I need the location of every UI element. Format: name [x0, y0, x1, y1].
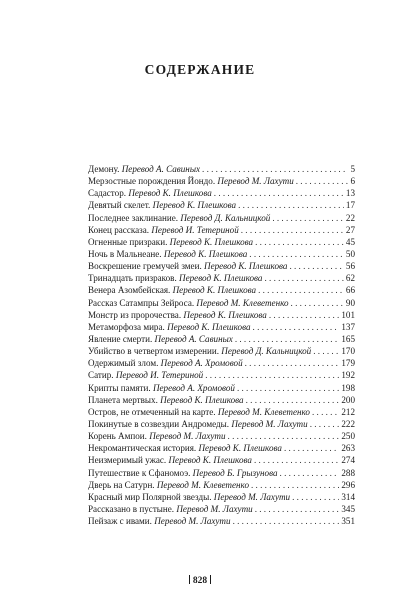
toc-entry-title: Путешествие к Сфаномоэ.: [88, 467, 191, 478]
toc-entry: [88, 236, 355, 248]
toc-entry-title: Сатир.: [88, 370, 114, 381]
toc-entry-translator: Перевод А. Хромовой: [152, 382, 235, 393]
toc-entry-page: 263: [341, 443, 355, 454]
toc-entry-page: 45: [345, 236, 355, 247]
toc-dot-leader: [258, 284, 344, 296]
toc-entry-title: Корень Ампои.: [88, 431, 147, 442]
toc-entry-title: Мерзостные порождения Йондо.: [88, 176, 216, 187]
toc-entry-text: [88, 297, 289, 309]
toc-entry-text: [88, 163, 200, 175]
toc-entry-page: 101: [341, 309, 355, 320]
toc-entry-title: Одержимый злом.: [88, 358, 159, 369]
folio-bar-left: [189, 575, 190, 584]
toc-entry-title: Убийство в четвертом измерении.: [88, 346, 219, 357]
toc-entry: [88, 272, 355, 284]
toc-dot-leader: [214, 187, 344, 199]
toc-entry: [88, 163, 355, 175]
toc-entry-page: 5: [350, 164, 355, 174]
toc-entry-page: 56: [345, 261, 355, 272]
toc-entry: [88, 442, 355, 454]
toc-entry-title: Ночь в Мальнеане.: [88, 248, 162, 259]
toc-dot-leader: [291, 297, 344, 309]
toc-entry-title: Монстр из пророчества.: [88, 309, 182, 320]
toc-dot-leader: [254, 454, 339, 466]
toc-entry: [88, 406, 355, 418]
toc-entry-page: 27: [345, 224, 355, 235]
toc-entry-page: 6: [350, 176, 355, 187]
toc-entry-title: Рассказ Сатампры Зейроса.: [88, 297, 195, 308]
toc-entry: [88, 503, 355, 515]
toc-entry-text: [88, 430, 226, 442]
toc-entry-translator: Перевод К. Плешкова: [160, 394, 244, 405]
toc-entry-translator: Перевод К. Плешкова: [204, 261, 288, 272]
toc-dot-leader: [241, 224, 344, 236]
toc-dot-leader: [272, 212, 344, 224]
toc-entry-title: Венера Азомбейская.: [88, 285, 171, 296]
page-number: [0, 575, 400, 586]
toc-entry-page: 22: [345, 212, 355, 223]
toc-entry: [88, 479, 355, 491]
toc-entry-text: [88, 199, 236, 211]
toc-entry: [88, 224, 355, 236]
toc-dot-leader: [251, 479, 339, 491]
toc-dot-leader: [280, 467, 340, 479]
toc-entry-translator: Перевод М. Лахути: [149, 431, 226, 442]
toc-entry: [88, 369, 355, 381]
toc-entry-text: [88, 479, 249, 491]
toc-entry-text: [88, 333, 233, 345]
toc-entry-title: Последнее заклинание.: [88, 212, 179, 223]
toc-entry-page: 288: [341, 467, 355, 478]
toc-entry-title: Рассказано в пустыне.: [88, 503, 175, 514]
toc-entry: [88, 515, 355, 527]
toc-entry: [88, 418, 355, 430]
toc-dot-leader: [313, 345, 339, 357]
toc-entry-title: Девятый скелет.: [88, 200, 151, 211]
toc-entry: [88, 175, 355, 187]
toc-entry-title: Метаморфоза мира.: [88, 321, 165, 332]
toc-entry-translator: Перевод К. Плешкова: [152, 200, 237, 211]
toc-entry: [88, 467, 355, 479]
toc-entry-title: Дверь на Сатурн.: [88, 479, 155, 490]
toc-entry-text: [88, 309, 267, 321]
toc-entry-text: [88, 418, 308, 430]
toc-entry-translator: Перевод К. Плешкова: [179, 273, 263, 284]
toc-entry-page: 66: [345, 285, 355, 296]
folio-bar-right: [210, 575, 211, 584]
toc-dot-leader: [233, 515, 340, 527]
toc-entry: [88, 297, 355, 309]
toc-entry-translator: Перевод М. Клеветенко: [156, 479, 249, 490]
toc-entry: [88, 394, 355, 406]
toc-entry-translator: Перевод К. Плешкова: [163, 248, 248, 259]
toc-dot-leader: [284, 442, 339, 454]
toc-entry-title: Демону.: [88, 164, 120, 174]
toc-entry-text: [88, 272, 262, 284]
toc-entry: [88, 345, 355, 357]
toc-dot-leader: [237, 382, 339, 394]
toc-entry-text: [88, 248, 247, 260]
toc-entry-text: [88, 175, 294, 187]
toc-entry-title: Остров, не отмеченный на карте.: [88, 406, 216, 417]
page-title: СОДЕРЖАНИЕ: [144, 62, 256, 77]
toc-entry-page: 212: [341, 406, 355, 417]
toc-entry-translator: Перевод И. Тетериной: [115, 370, 204, 381]
toc-entry-title: Огненные призраки.: [88, 236, 168, 247]
toc-entry: [88, 187, 355, 199]
toc-entry-page: 200: [341, 394, 355, 405]
toc-entry: [88, 199, 355, 211]
toc-dot-leader: [289, 260, 343, 272]
toc-entry: [88, 382, 355, 394]
toc-entry-translator: Перевод Д. Кальницкой: [180, 212, 271, 223]
toc-entry: [88, 212, 355, 224]
toc-entry: [88, 357, 355, 369]
toc-entry-page: 222: [341, 418, 355, 429]
toc-entry-text: [88, 284, 256, 296]
toc-entry-translator: Перевод К. Плешкова: [172, 285, 257, 296]
page-number-text: 828: [192, 576, 208, 586]
toc-entry-title: Крипты памяти.: [88, 382, 151, 393]
toc-dot-leader: [228, 430, 340, 442]
toc-entry-text: [88, 369, 203, 381]
toc-entry-page: 90: [345, 297, 355, 308]
toc-entry-text: [88, 236, 253, 248]
toc-entry-title: Некромантическая история.: [88, 443, 197, 454]
toc-entry: [88, 248, 355, 260]
toc-dot-leader: [246, 394, 340, 406]
toc-entry-translator: Перевод К. Плешкова: [169, 236, 254, 247]
toc-entry-page: 274: [341, 455, 355, 466]
toc-entry-translator: Перевод А. Савиных: [121, 164, 201, 174]
toc-entry-text: [88, 503, 253, 515]
toc-entry-page: 137: [341, 321, 355, 332]
toc-entry-translator: Перевод М. Лахути: [154, 516, 231, 527]
toc-entry-page: 179: [341, 358, 355, 369]
toc-entry-translator: Перевод Д. Кальницкой: [221, 346, 312, 357]
toc-entry-translator: Перевод М. Лахути: [213, 491, 291, 502]
toc-entry-translator: Перевод А. Хромовой: [160, 358, 243, 369]
toc-entry-translator: Перевод М. Лахути: [217, 176, 294, 187]
toc-entry-page: 62: [345, 273, 355, 284]
toc-entry-translator: Перевод М. Клеветенко: [217, 406, 310, 417]
toc-entry-title: Планета мертвых.: [88, 394, 158, 405]
toc-entry: [88, 491, 355, 503]
toc-entry-translator: Перевод К. Плешкова: [167, 321, 251, 332]
toc-entry-title: Пейзаж с ивами.: [88, 516, 152, 527]
toc-entry-text: [88, 260, 287, 272]
toc-entry: [88, 284, 355, 296]
toc-entry: [88, 260, 355, 272]
toc-entry-text: [88, 406, 310, 418]
toc-entry-translator: Перевод А. Савиных: [154, 333, 233, 344]
toc-entry-text: [88, 357, 243, 369]
toc-entry: [88, 309, 355, 321]
toc-entry-translator: Перевод И. Тетериной: [151, 224, 239, 235]
toc-entry-page: 314: [341, 491, 355, 502]
toc-entry-page: 13: [345, 188, 355, 199]
toc-entry-translator: Перевод Б. Грызунова: [192, 467, 278, 478]
toc-entry-title: Тринадцать призраков.: [88, 273, 177, 284]
toc-entry-text: [88, 515, 231, 527]
toc-entry-title: Красный мир Полярной звезды.: [88, 491, 212, 502]
toc-entry-translator: Перевод М. Лахути: [231, 418, 308, 429]
toc-entry-text: [88, 467, 278, 479]
toc-entry-translator: Перевод М. Клеветенко: [196, 297, 289, 308]
toc-entry-translator: Перевод М. Лахути: [176, 503, 253, 514]
toc-entry-title: Покинутые в созвездии Андромеды.: [88, 418, 230, 429]
toc-entry-page: 345: [341, 503, 355, 514]
toc-entry-page: 198: [341, 382, 355, 393]
toc-entry-text: [88, 212, 270, 224]
toc-dot-leader: [245, 357, 340, 369]
toc-dot-leader: [202, 163, 348, 175]
toc-entry-text: [88, 321, 251, 333]
toc-entry: [88, 430, 355, 442]
toc-dot-leader: [205, 369, 339, 381]
toc-entry-page: 17: [345, 200, 355, 211]
toc-dot-leader: [238, 199, 344, 211]
toc-entry-title: Конец рассказа.: [88, 224, 150, 235]
toc-entry-text: [88, 454, 252, 466]
table-of-contents: [88, 163, 355, 527]
toc-dot-leader: [255, 503, 340, 515]
toc-entry-page: 170: [341, 346, 355, 357]
toc-entry-text: [88, 382, 235, 394]
toc-entry-text: [88, 442, 282, 454]
toc-entry-page: 351: [341, 516, 355, 527]
toc-entry-translator: Перевод К. Плешкова: [198, 443, 282, 454]
toc-entry-title: Явление смерти.: [88, 333, 153, 344]
toc-dot-leader: [264, 272, 343, 284]
toc-entry-page: 250: [341, 431, 355, 442]
toc-entry-page: 165: [341, 333, 355, 344]
toc-dot-leader: [292, 491, 339, 503]
toc-entry-text: [88, 187, 212, 199]
toc-entry-text: [88, 224, 239, 236]
toc-entry-page: 50: [345, 248, 355, 259]
toc-entry-translator: Перевод К. Плешкова: [183, 309, 267, 320]
toc-dot-leader: [296, 175, 349, 187]
toc-entry-text: [88, 394, 244, 406]
toc-dot-leader: [249, 248, 344, 260]
toc-entry: [88, 454, 355, 466]
toc-entry-page: 296: [341, 479, 355, 490]
toc-entry-translator: Перевод К. Плешкова: [168, 455, 252, 466]
toc-dot-leader: [269, 309, 340, 321]
toc-entry-title: Неизмеримый ужас.: [88, 455, 167, 466]
toc-entry: [88, 321, 355, 333]
toc-dot-leader: [312, 406, 339, 418]
toc-entry-page: 192: [341, 370, 355, 381]
toc-entry-text: [88, 491, 290, 503]
toc-dot-leader: [235, 333, 340, 345]
toc-entry-title: Садастор.: [88, 188, 127, 199]
toc-dot-leader: [253, 321, 340, 333]
toc-entry-translator: Перевод К. Плешкова: [128, 188, 212, 199]
toc-entry-title: Воскрешение гремучей змеи.: [88, 261, 202, 272]
toc-entry-text: [88, 345, 311, 357]
toc-entry: [88, 333, 355, 345]
toc-dot-leader: [310, 418, 340, 430]
toc-dot-leader: [255, 236, 344, 248]
